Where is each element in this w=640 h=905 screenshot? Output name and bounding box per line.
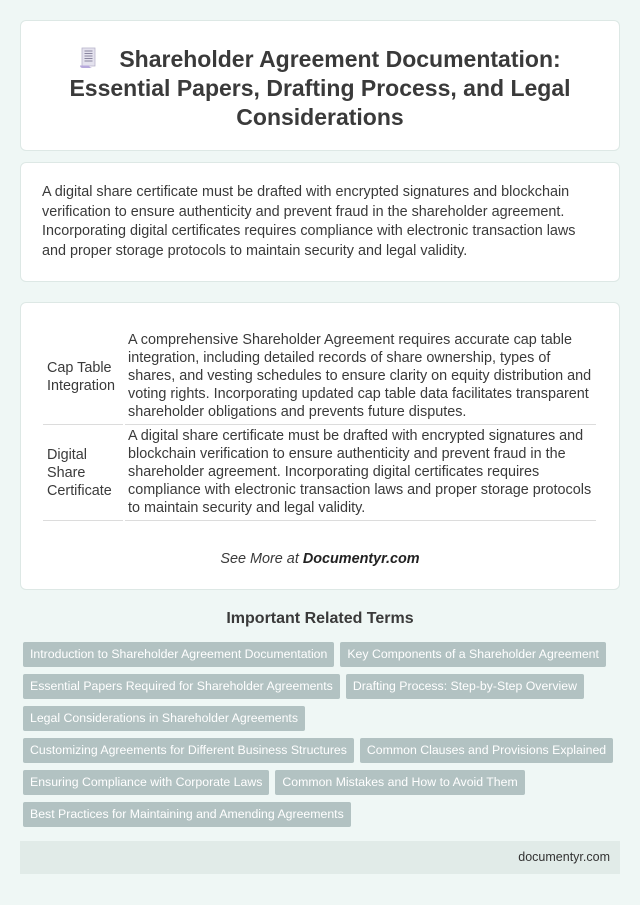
description-cell: A digital share certificate must be drafted with encrypted signatures and blockchain verification to ensure authenticity and prevent fraud in the shareholder agreement. Incorporating digital certificates requires compliance with electronic transaction laws and proper storage protocols to maintain security and legal validity. (125, 425, 596, 521)
see-more-link[interactable]: Documentyr.com (302, 551, 420, 567)
summary-card (20, 162, 620, 282)
page-title (41, 45, 599, 132)
scroll-document-icon (79, 47, 97, 69)
footer-site-link[interactable]: documentyr.com (518, 850, 610, 864)
related-term-tag[interactable]: Ensuring Compliance with Corporate Laws (23, 770, 269, 795)
related-term-tag[interactable]: Customizing Agreements for Different Business Structures (23, 738, 354, 763)
terms-table (41, 329, 598, 521)
related-term-tag[interactable]: Common Clauses and Provisions Explained (360, 738, 613, 763)
footer (20, 841, 620, 874)
tag-row (23, 802, 623, 827)
related-term-tag[interactable]: Introduction to Shareholder Agreement Documentation (23, 642, 334, 667)
description-cell: A comprehensive Shareholder Agreement requires accurate cap table integration, including detailed records of share ownership, types of shares, and vesting schedules to ensure clarity on equity distribution and voting rights. Incorporating updated cap table data facilitates transparent shareholder obligations and prevents future disputes. (125, 329, 596, 425)
related-terms-tags (23, 642, 623, 834)
related-terms-heading: Important Related Terms (226, 610, 414, 627)
table-row (43, 425, 596, 521)
related-term-tag[interactable]: Essential Papers Required for Shareholder Agreements (23, 674, 340, 699)
related-term-tag[interactable]: Drafting Process: Step-by-Step Overview (346, 674, 584, 699)
term-cell: Digital Share Certificate (43, 425, 123, 521)
terms-table-card (20, 302, 620, 590)
see-more-line (21, 551, 619, 567)
related-term-tag[interactable]: Key Components of a Shareholder Agreement (340, 642, 606, 667)
title-card (20, 20, 620, 151)
related-term-tag[interactable]: Common Mistakes and How to Avoid Them (275, 770, 524, 795)
summary-text: A digital share certificate must be drafted with encrypted signatures and blockchain verification to ensure authenticity and prevent fraud in the shareholder agreement. Incorporating digital certificates requires compliance with electronic transaction laws and proper storage protocols to maintain security and legal validity. (42, 184, 576, 259)
related-term-tag[interactable]: Legal Considerations in Shareholder Agreements (23, 706, 305, 731)
related-term-tag[interactable]: Best Practices for Maintaining and Amending Agreements (23, 802, 351, 827)
page-title-text: Shareholder Agreement Documentation: Essential Papers, Drafting Process, and Legal Considerations (69, 46, 571, 130)
tag-row (23, 738, 623, 763)
see-more-prefix: See More at (220, 551, 303, 567)
tag-row (23, 706, 623, 731)
term-cell: Cap Table Integration (43, 329, 123, 425)
tag-row (23, 674, 623, 699)
table-row (43, 329, 596, 425)
tag-row (23, 642, 623, 667)
tag-row (23, 770, 623, 795)
